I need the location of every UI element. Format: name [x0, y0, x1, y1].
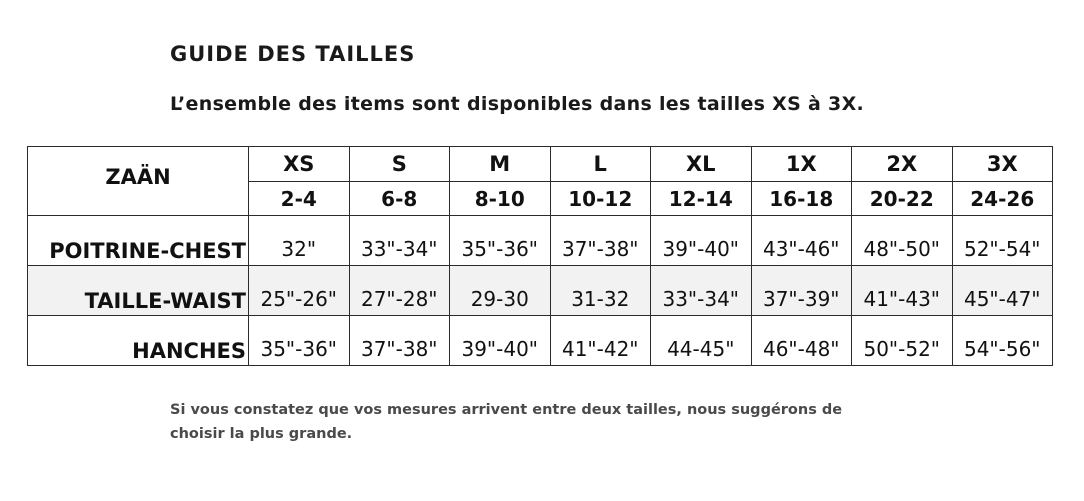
size-range-cell: 10-12 — [550, 182, 651, 216]
table-cell: 46"-48" — [751, 316, 852, 366]
page-subtitle: L’ensemble des items sont disponibles dans les tailles XS à 3X. — [170, 93, 865, 115]
size-code-row — [28, 147, 1053, 182]
size-chart-table — [27, 146, 1053, 366]
table-cell: 41"-43" — [852, 266, 953, 316]
table-cell: 43"-46" — [751, 216, 852, 266]
table-cell: 29-30 — [450, 266, 551, 316]
table-cell: 33"-34" — [651, 266, 752, 316]
table-cell: 37"-39" — [751, 266, 852, 316]
table-row-waist — [28, 266, 1053, 316]
table-cell: 37"-38" — [550, 216, 651, 266]
table-cell: 27"-28" — [349, 266, 450, 316]
size-code-cell: L — [550, 147, 651, 182]
table-cell: 32" — [249, 216, 350, 266]
page-title: GUIDE DES TAILLES — [170, 42, 416, 66]
table-cell: 50"-52" — [852, 316, 953, 366]
size-code-cell: S — [349, 147, 450, 182]
footnote-text: Si vous constatez que vos mesures arrivent entre deux tailles, nous suggérons de choisir la plus grande. — [170, 402, 843, 442]
table-cell: 37"-38" — [349, 316, 450, 366]
size-code-cell: XS — [249, 147, 350, 182]
size-range-cell: 16-18 — [751, 182, 852, 216]
table-cell: 48"-50" — [852, 216, 953, 266]
table-cell: 41"-42" — [550, 316, 651, 366]
row-label-hips: HANCHES — [28, 316, 249, 366]
table-row-hips — [28, 316, 1053, 366]
table-cell: 33"-34" — [349, 216, 450, 266]
table-cell: 54"-56" — [952, 316, 1053, 366]
table-cell: 45"-47" — [952, 266, 1053, 316]
size-range-cell: 24-26 — [952, 182, 1053, 216]
size-code-cell: 2X — [852, 147, 953, 182]
size-range-cell: 2-4 — [249, 182, 350, 216]
size-range-cell: 6-8 — [349, 182, 450, 216]
size-code-cell: XL — [651, 147, 752, 182]
table-cell: 35"-36" — [450, 216, 551, 266]
brand-header-cell: ZAÄN — [28, 147, 249, 216]
size-code-cell: 3X — [952, 147, 1053, 182]
table-cell: 44-45" — [651, 316, 752, 366]
table-row-chest — [28, 216, 1053, 266]
table-cell: 25"-26" — [249, 266, 350, 316]
table-cell: 52"-54" — [952, 216, 1053, 266]
size-code-cell: 1X — [751, 147, 852, 182]
size-range-cell: 12-14 — [651, 182, 752, 216]
size-range-cell: 20-22 — [852, 182, 953, 216]
size-range-cell: 8-10 — [450, 182, 551, 216]
row-label-waist: TAILLE-WAIST — [28, 266, 249, 316]
table-cell: 35"-36" — [249, 316, 350, 366]
table-cell: 39"-40" — [651, 216, 752, 266]
size-code-cell: M — [450, 147, 551, 182]
row-label-chest: POITRINE-CHEST — [28, 216, 249, 266]
table-cell: 39"-40" — [450, 316, 551, 366]
table-cell: 31-32 — [550, 266, 651, 316]
